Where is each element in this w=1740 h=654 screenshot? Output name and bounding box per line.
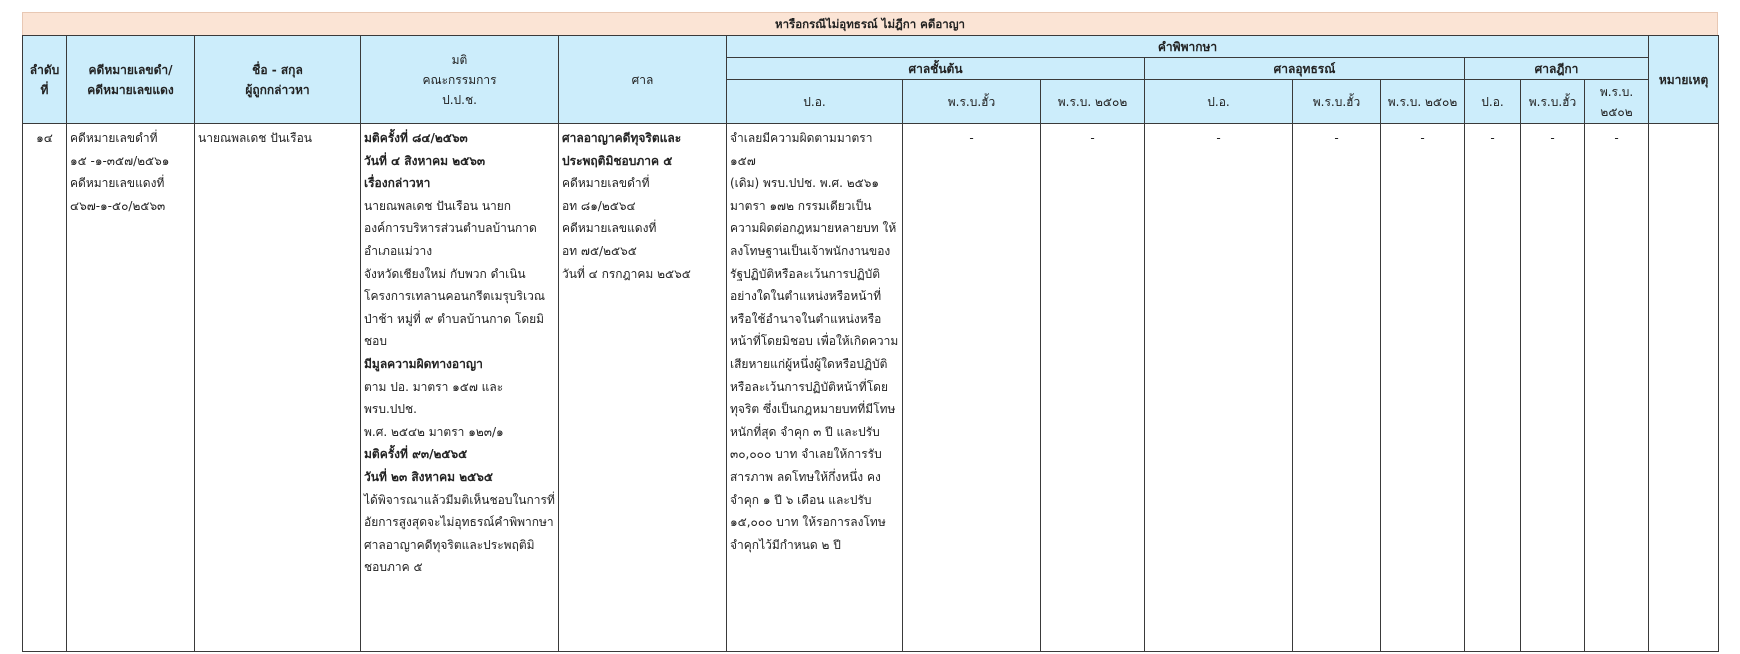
cell-appeal-po: - [1145, 124, 1293, 652]
header-first-po: ป.อ. [727, 80, 903, 124]
header-judgment: คำพิพากษา [727, 36, 1649, 58]
judgment-line: เสียหายแก่ผู้หนึ่งผู้ใดหรือปฏิบัติ [730, 356, 888, 371]
court-line: ศาลอาญาคดีทุจริตและ [562, 131, 682, 145]
cell-name: นายณพลเดช ปันเรือน [195, 124, 361, 652]
judgment-line: มาตรา ๑๗๒ กรรมเดียวเป็น [730, 198, 872, 213]
resolution-line: มติครั้งที่ ๘๔/๒๕๖๓ [364, 131, 468, 145]
cell-case-number: คดีหมายเลขดำที่ ๑๕ -๑-๓๕๗/๒๕๖๑ คดีหมายเลขแดงที่ ๔๖๗-๑-๕๐/๒๕๖๓ [67, 124, 195, 652]
resolution-line: ตาม ปอ. มาตรา ๑๕๗ และ [364, 379, 504, 394]
resolution-line: นายณพลเดช ปันเรือน นายก [364, 198, 512, 213]
header-resolution: มติ คณะกรรมการ ป.ป.ช. [361, 36, 559, 124]
judgment-line: จำเลยมีความผิดตามมาตรา ๑๕๗ [730, 131, 873, 168]
judgment-line: จำคุก ๑ ปี ๖ เดือน และปรับ [730, 492, 872, 507]
case-table [22, 35, 1719, 652]
court-line: ประพฤติมิชอบภาค ๕ [562, 153, 673, 168]
judgment-line: หนักที่สุด จำคุก ๓ ปี และปรับ [730, 424, 880, 439]
header-court-first: ศาลชั้นต้น [727, 58, 1145, 80]
resolution-line: ป่าช้า หมู่ที่ ๙ ตำบลบ้านกาด โดยมิ [364, 311, 545, 326]
resolution-line: อำเภอแม่วาง [364, 243, 433, 258]
resolution-line: ชอบภาค ๕ [364, 560, 423, 575]
resolution-line: องค์การบริหารส่วนตำบลบ้านกาด [364, 221, 537, 236]
header-appeal-act-2502: พ.ร.บ. ๒๕๐๒ [1381, 80, 1465, 124]
cell-first-collusion-act: - [903, 124, 1041, 652]
resolution-line: พ.ศ. ๒๕๔๒ มาตรา ๑๒๓/๑ [364, 424, 504, 439]
resolution-line: มีมูลความผิดทางอาญา [364, 356, 483, 371]
resolution-line: วันที่ ๔ สิงหาคม ๒๕๖๓ [364, 153, 486, 168]
court-line: อท ๗๕/๒๕๖๕ [562, 243, 637, 258]
judgment-line: อย่างใดในตำแหน่งหรือหน้าที่ [730, 289, 882, 304]
cell-seq: ๑๔ [23, 124, 67, 652]
table-row [23, 124, 1719, 652]
cell-supreme-act-2502: - [1585, 124, 1649, 652]
cell-remarks [1649, 124, 1719, 652]
court-line: คดีหมายเลขแดงที่ [562, 221, 657, 236]
cell-supreme-po: - [1465, 124, 1521, 652]
judgment-line: รัฐปฏิบัติหรือละเว้นการปฏิบัติ [730, 266, 881, 281]
header-seq: ลำดับ ที่ [23, 36, 67, 124]
header-court-appeal: ศาลอุทธรณ์ [1145, 58, 1465, 80]
header-first-act-2502: พ.ร.บ. ๒๕๐๒ [1041, 80, 1145, 124]
resolution-line: อัยการสูงสุดจะไม่อุทธรณ์คำพิพากษา [364, 515, 554, 530]
judgment-line: (เดิม) พรบ.ปปช. พ.ศ. ๒๕๖๑ [730, 176, 879, 191]
header-remarks: หมายเหตุ [1649, 36, 1719, 124]
resolution-line: โครงการเทลานคอนกรีตเมรุบริเวณ [364, 289, 545, 304]
court-line: วันที่ ๔ กรกฎาคม ๒๕๖๕ [562, 266, 691, 281]
court-line: อท ๘๑/๒๕๖๔ [562, 198, 636, 213]
judgment-line: ทุจริต ซึ่งเป็นกฎหมายบทที่มีโทษ [730, 402, 896, 417]
header-name: ชื่อ - สกุล ผู้ถูกกล่าวหา [195, 36, 361, 124]
cell-first-po-judgment [727, 124, 903, 652]
header-case-number: คดีหมายเลขดำ/ คดีหมายเลขแดง [67, 36, 195, 124]
resolution-line: พรบ.ปปช. [364, 402, 417, 417]
judgment-sheet [22, 12, 1718, 652]
judgment-line: ๑๕,๐๐๐ บาท ให้รอการลงโทษ [730, 515, 886, 530]
resolution-line: เรื่องกล่าวหา [364, 176, 431, 191]
judgment-line: หรือละเว้นการปฏิบัติหน้าที่โดย [730, 379, 888, 394]
judgment-line: หรือใช้อำนาจในตำแหน่งหรือ [730, 311, 882, 326]
cell-first-act-2502: - [1041, 124, 1145, 652]
cell-appeal-act-2502: - [1381, 124, 1465, 652]
header-supreme-po: ป.อ. [1465, 80, 1521, 124]
cell-resolution [361, 124, 559, 652]
cell-appeal-collusion-act: - [1293, 124, 1381, 652]
header-court-supreme: ศาลฎีกา [1465, 58, 1649, 80]
judgment-line: ความผิดต่อกฎหมายหลายบท ให้ [730, 221, 897, 236]
resolution-line: ชอบ [364, 334, 387, 349]
judgment-line: หน้าที่โดยมิชอบ เพื่อให้เกิดความ [730, 334, 899, 349]
cell-court [559, 124, 727, 652]
judgment-line: ๓๐,๐๐๐ บาท จำเลยให้การรับ [730, 447, 882, 462]
resolution-line: ศาลอาญาคดีทุจริตและประพฤติมิ [364, 537, 535, 552]
header-court: ศาล [559, 36, 727, 124]
resolution-line: จังหวัดเชียงใหม่ กับพวก ดำเนิน [364, 266, 526, 281]
judgment-line: ลงโทษฐานเป็นเจ้าพนักงานของ [730, 243, 891, 258]
header-appeal-collusion-act: พ.ร.บ.ฮั้ว [1293, 80, 1381, 124]
header-supreme-act-2502: พ.ร.บ. ๒๕๐๒ [1585, 80, 1649, 124]
judgment-line: จำคุกไว้มีกำหนด ๒ ปี [730, 537, 841, 552]
judgment-line: สารภาพ ลดโทษให้กึ่งหนึ่ง คง [730, 469, 881, 484]
resolution-line: วันที่ ๒๓ สิงหาคม ๒๕๖๕ [364, 469, 493, 484]
resolution-line: มติครั้งที่ ๙๓/๒๕๖๕ [364, 447, 468, 462]
sheet-title: หารือกรณีไม่อุทธรณ์ ไม่ฎีกา คดีอาญา [22, 12, 1718, 35]
court-line: คดีหมายเลขดำที่ [562, 176, 650, 191]
header-first-collusion-act: พ.ร.บ.ฮั้ว [903, 80, 1041, 124]
header-appeal-po: ป.อ. [1145, 80, 1293, 124]
resolution-line: ได้พิจารณาแล้วมีมติเห็นชอบในการที่ [364, 492, 555, 507]
cell-supreme-collusion-act: - [1521, 124, 1585, 652]
header-supreme-collusion-act: พ.ร.บ.ฮั้ว [1521, 80, 1585, 124]
